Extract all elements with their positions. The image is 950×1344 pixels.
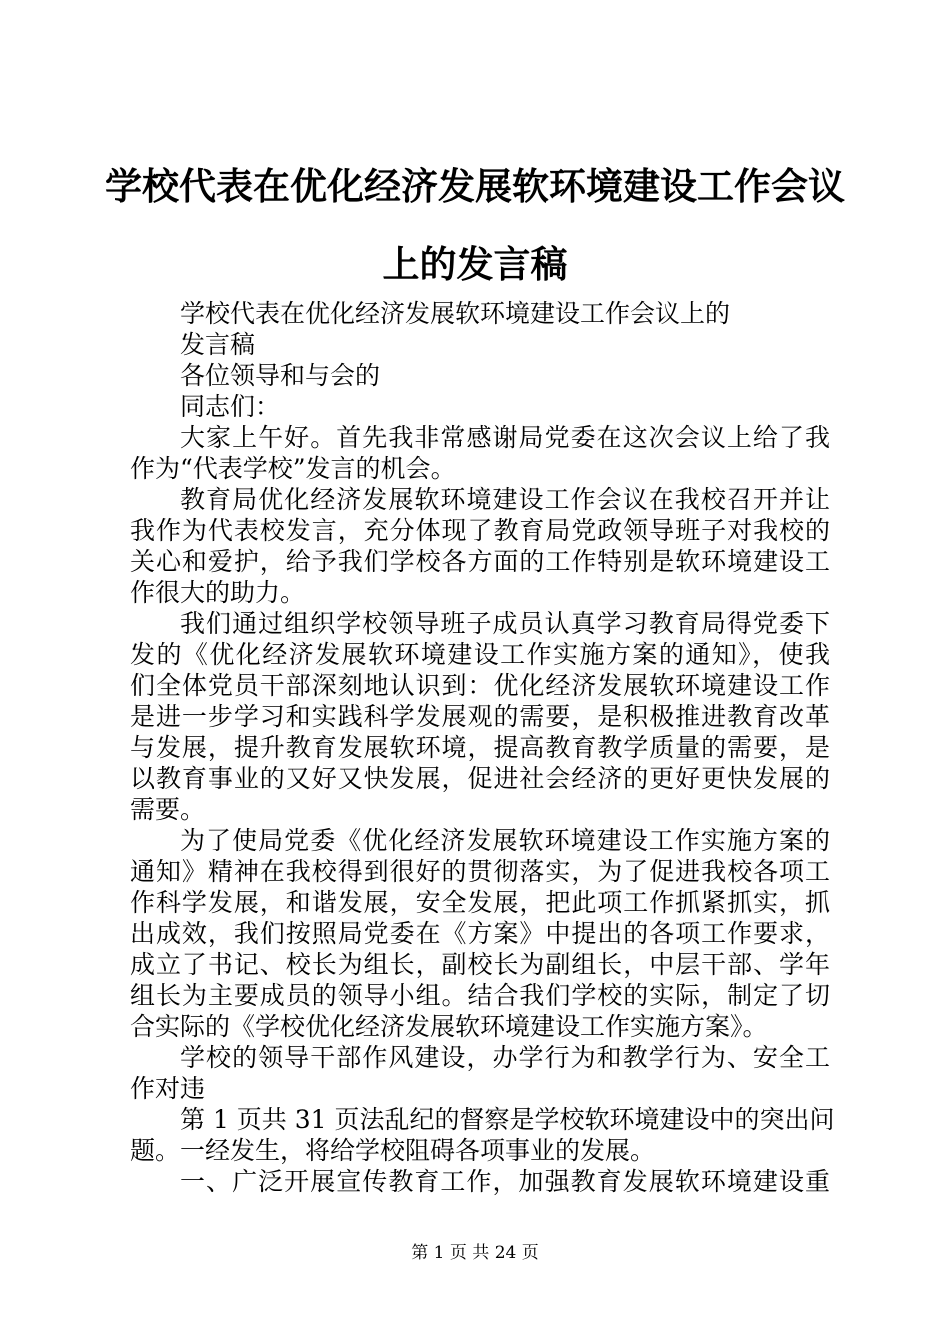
- body-line: 第 1 页共 31 页法乱纪的督察是学校软环境建设中的突出问: [180, 1105, 835, 1134]
- body-line: 学校的领导干部作风建设，办学行为和教学行为、安全工: [180, 1043, 830, 1072]
- body-line: 同志们：: [180, 392, 281, 421]
- body-line: 作为“代表学校”发言的机会。: [130, 454, 456, 483]
- body-line: 成立了书记、校长为组长，副校长为副组长，中层干部、学年: [130, 950, 830, 979]
- body-line: 关心和爱护，给予我们学校各方面的工作特别是软环境建设工: [130, 547, 830, 576]
- body-line: 我们通过组织学校领导班子成员认真学习教育局得党委下: [180, 609, 830, 638]
- body-line: 以教育事业的又好又快发展，促进社会经济的更好更快发展的: [130, 764, 830, 793]
- page-footer: 第 1 页 共 24 页: [411, 1243, 539, 1263]
- body-line: 学校代表在优化经济发展软环境建设工作会议上的: [180, 299, 731, 328]
- document-title-line-2: 上的发言稿: [382, 243, 568, 286]
- body-line: 与发展，提升教育发展软环境，提高教育教学质量的需要，是: [130, 733, 830, 762]
- body-line: 们全体党员干部深刻地认识到：优化经济发展软环境建设工作: [130, 671, 830, 700]
- body-line: 组长为主要成员的领导小组。结合我们学校的实际，制定了切: [130, 981, 830, 1010]
- body-line: 发言稿: [180, 330, 256, 359]
- body-line: 我作为代表校发言，充分体现了教育局党政领导班子对我校的: [130, 516, 830, 545]
- body-line: 大家上午好。首先我非常感谢局党委在这次会议上给了我: [180, 423, 830, 452]
- body-line: 合实际的《学校优化经济发展软环境建设工作实施方案》。: [130, 1012, 768, 1041]
- body-line: 是进一步学习和实践科学发展观的需要，是积极推进教育改革: [130, 702, 830, 731]
- body-line: 教育局优化经济发展软环境建设工作会议在我校召开并让: [180, 485, 830, 514]
- body-line: 作对违: [130, 1074, 206, 1103]
- body-line: 为了使局党委《优化经济发展软环境建设工作实施方案的: [180, 826, 830, 855]
- body-line: 通知》精神在我校得到很好的贯彻落实，为了促进我校各项工: [130, 857, 830, 886]
- body-line: 需要。: [130, 795, 206, 824]
- body-line: 作科学发展，和谐发展，安全发展，把此项工作抓紧抓实，抓: [130, 888, 830, 917]
- body-line: 发的《优化经济发展软环境建设工作实施方案的通知》，使我: [130, 640, 830, 669]
- body-line: 一、广泛开展宣传教育工作，加强教育发展软环境建设重: [180, 1167, 830, 1196]
- body-line: 题。一经发生，将给学校阻碍各项事业的发展。: [130, 1136, 656, 1165]
- body-line: 各位领导和与会的: [180, 361, 381, 390]
- body-line: 作很大的助力。: [130, 578, 306, 607]
- body-line: 出成效，我们按照局党委在《方案》中提出的各项工作要求，: [130, 919, 830, 948]
- document-title-line-1: 学校代表在优化经济发展软环境建设工作会议: [105, 165, 845, 208]
